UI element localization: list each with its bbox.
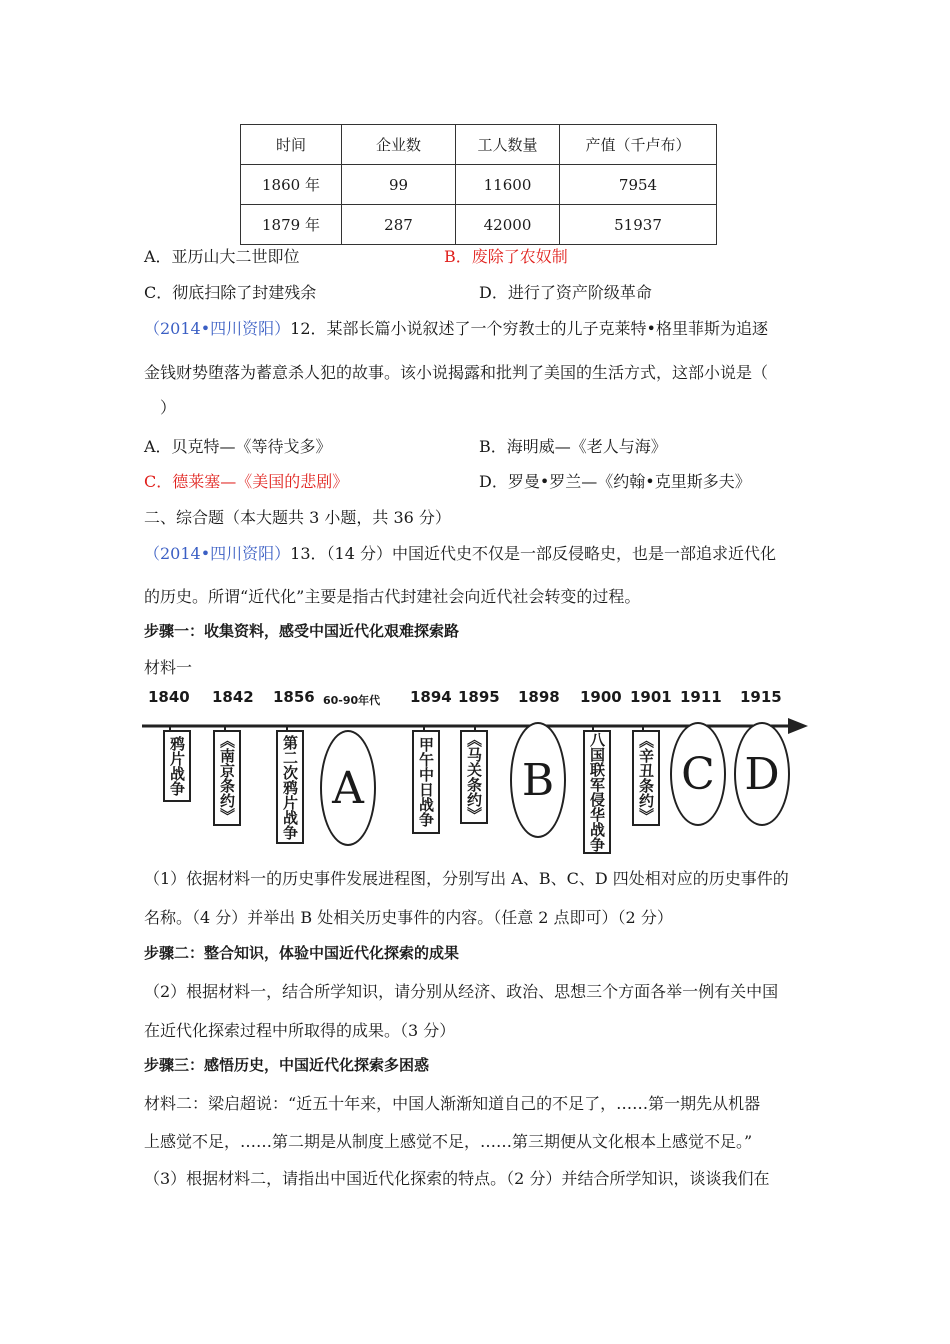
q1-line1: （1）依据材料一的历史事件发展进程图，分别写出 A、B、C、D 四处相对应的历史事件的	[144, 869, 789, 888]
q11-option-c: C．彻底扫除了封建残余	[144, 283, 317, 302]
year-label: 1901	[630, 688, 672, 706]
year-label: 1894	[410, 688, 452, 706]
step2-heading: 步骤二：整合知识，体验中国近代化探索的成果	[144, 944, 460, 962]
q3-line1: （3）根据材料二，请指出中国近代化探索的特点。（2 分）并结合所学知识，谈谈我们在	[144, 1169, 770, 1188]
step1-heading: 步骤一：收集资料，感受中国近代化艰难探索路	[144, 622, 460, 640]
q12-option-d: D．罗曼•罗兰—《约翰•克里斯多夫》	[479, 472, 751, 491]
q12-option-c: C．德莱塞—《美国的悲剧》	[144, 472, 349, 491]
table-cell: 7954	[560, 165, 717, 205]
q12-option-b: B．海明威—《老人与海》	[479, 437, 667, 456]
q12-source: （2014•四川资阳）	[144, 319, 291, 338]
blank-oval-c: C	[670, 722, 726, 826]
table-cell: 99	[342, 165, 456, 205]
table-header-cell: 时间	[241, 125, 342, 165]
section-2-title: 二、综合题（本大题共 3 小题，共 36 分）	[144, 508, 451, 527]
table-header-cell: 产值（千卢布）	[560, 125, 717, 165]
material1-label: 材料一	[144, 658, 193, 677]
table-cell: 1860 年	[241, 165, 342, 205]
q11-option-b: B．废除了农奴制	[444, 247, 568, 266]
blank-oval-d: D	[734, 722, 790, 826]
blank-oval-b: B	[510, 722, 566, 838]
event-box-eight-nation-war: 八国联军侵华战争	[583, 730, 611, 854]
year-label: 1842	[212, 688, 254, 706]
table-cell: 42000	[456, 205, 560, 245]
q13-line2: 的历史。所谓“近代化”主要是指古代封建社会向近代社会转变的过程。	[144, 587, 641, 606]
table-row	[241, 165, 717, 205]
table-cell: 11600	[456, 165, 560, 205]
table-header-cell: 企业数	[342, 125, 456, 165]
step3-heading: 步骤三：感悟历史，中国近代化探索多困惑	[144, 1056, 430, 1074]
blank-oval-a: A	[320, 730, 376, 846]
table-cell: 51937	[560, 205, 717, 245]
table-cell: 287	[342, 205, 456, 245]
event-box-second-opium-war: 第二次鸦片战争	[276, 730, 304, 844]
year-label: 1895	[458, 688, 500, 706]
year-label: 1898	[518, 688, 560, 706]
year-label: 1856	[273, 688, 315, 706]
material2-line1: 材料二：梁启超说：“近五十年来，中国人渐渐知道自己的不足了，……第一期先从机器	[144, 1094, 761, 1113]
material2-line2: 上感觉不足，……第二期是从制度上感觉不足，……第三期便从文化根本上感觉不足。”	[144, 1132, 753, 1151]
table-row	[241, 205, 717, 245]
q11-option-a: A．亚历山大二世即位	[144, 247, 300, 266]
table-header-cell: 工人数量	[456, 125, 560, 165]
q12-line2: 金钱财势堕落为蓄意杀人犯的故事。该小说揭露和批判了美国的生活方式，这部小说是（	[144, 363, 769, 382]
table-cell: 1879 年	[241, 205, 342, 245]
year-label: 1911	[680, 688, 722, 706]
year-label: 1840	[148, 688, 190, 706]
year-label: 60-90年代	[323, 694, 381, 707]
q13-line1	[144, 541, 776, 564]
timeline-diagram	[140, 686, 810, 856]
q12-line3: ）	[160, 398, 177, 417]
q12-stem: 12．某部长篇小说叙述了一个穷教士的儿子克莱特•格里菲斯为追逐	[290, 319, 768, 338]
q13-source: （2014•四川资阳）	[144, 544, 291, 563]
q12-option-a: A．贝克特—《等待戈多》	[144, 437, 332, 456]
q2-line1: （2）根据材料一，结合所学知识，请分别从经济、政治、思想三个方面各举一例有关中国	[144, 982, 779, 1001]
q11-option-d: D．进行了资产阶级革命	[479, 283, 652, 302]
event-box-sino-japanese-war: 甲午中日战争	[412, 730, 440, 834]
industry-table	[240, 124, 717, 245]
q2-line2: 在近代化探索过程中所取得的成果。（3 分）	[144, 1021, 456, 1040]
event-box-boxer-protocol: 《辛丑条约》	[632, 730, 660, 826]
year-label: 1915	[740, 688, 782, 706]
q1-line2: 名称。（4 分）并举出 B 处相关历史事件的内容。（任意 2 点即可）（2 分）	[144, 908, 673, 927]
q13-stem: 13．（14 分）中国近代史不仅是一部反侵略史，也是一部追求近代化	[290, 544, 776, 563]
year-label: 1900	[580, 688, 622, 706]
table-header-row	[241, 125, 717, 165]
event-box-nanjing-treaty: 《南京条约》	[213, 730, 241, 826]
event-box-opium-war: 鸦片战争	[163, 730, 191, 802]
event-box-shimonoseki-treaty: 《马关条约》	[460, 730, 488, 824]
q12-line1	[144, 316, 768, 339]
